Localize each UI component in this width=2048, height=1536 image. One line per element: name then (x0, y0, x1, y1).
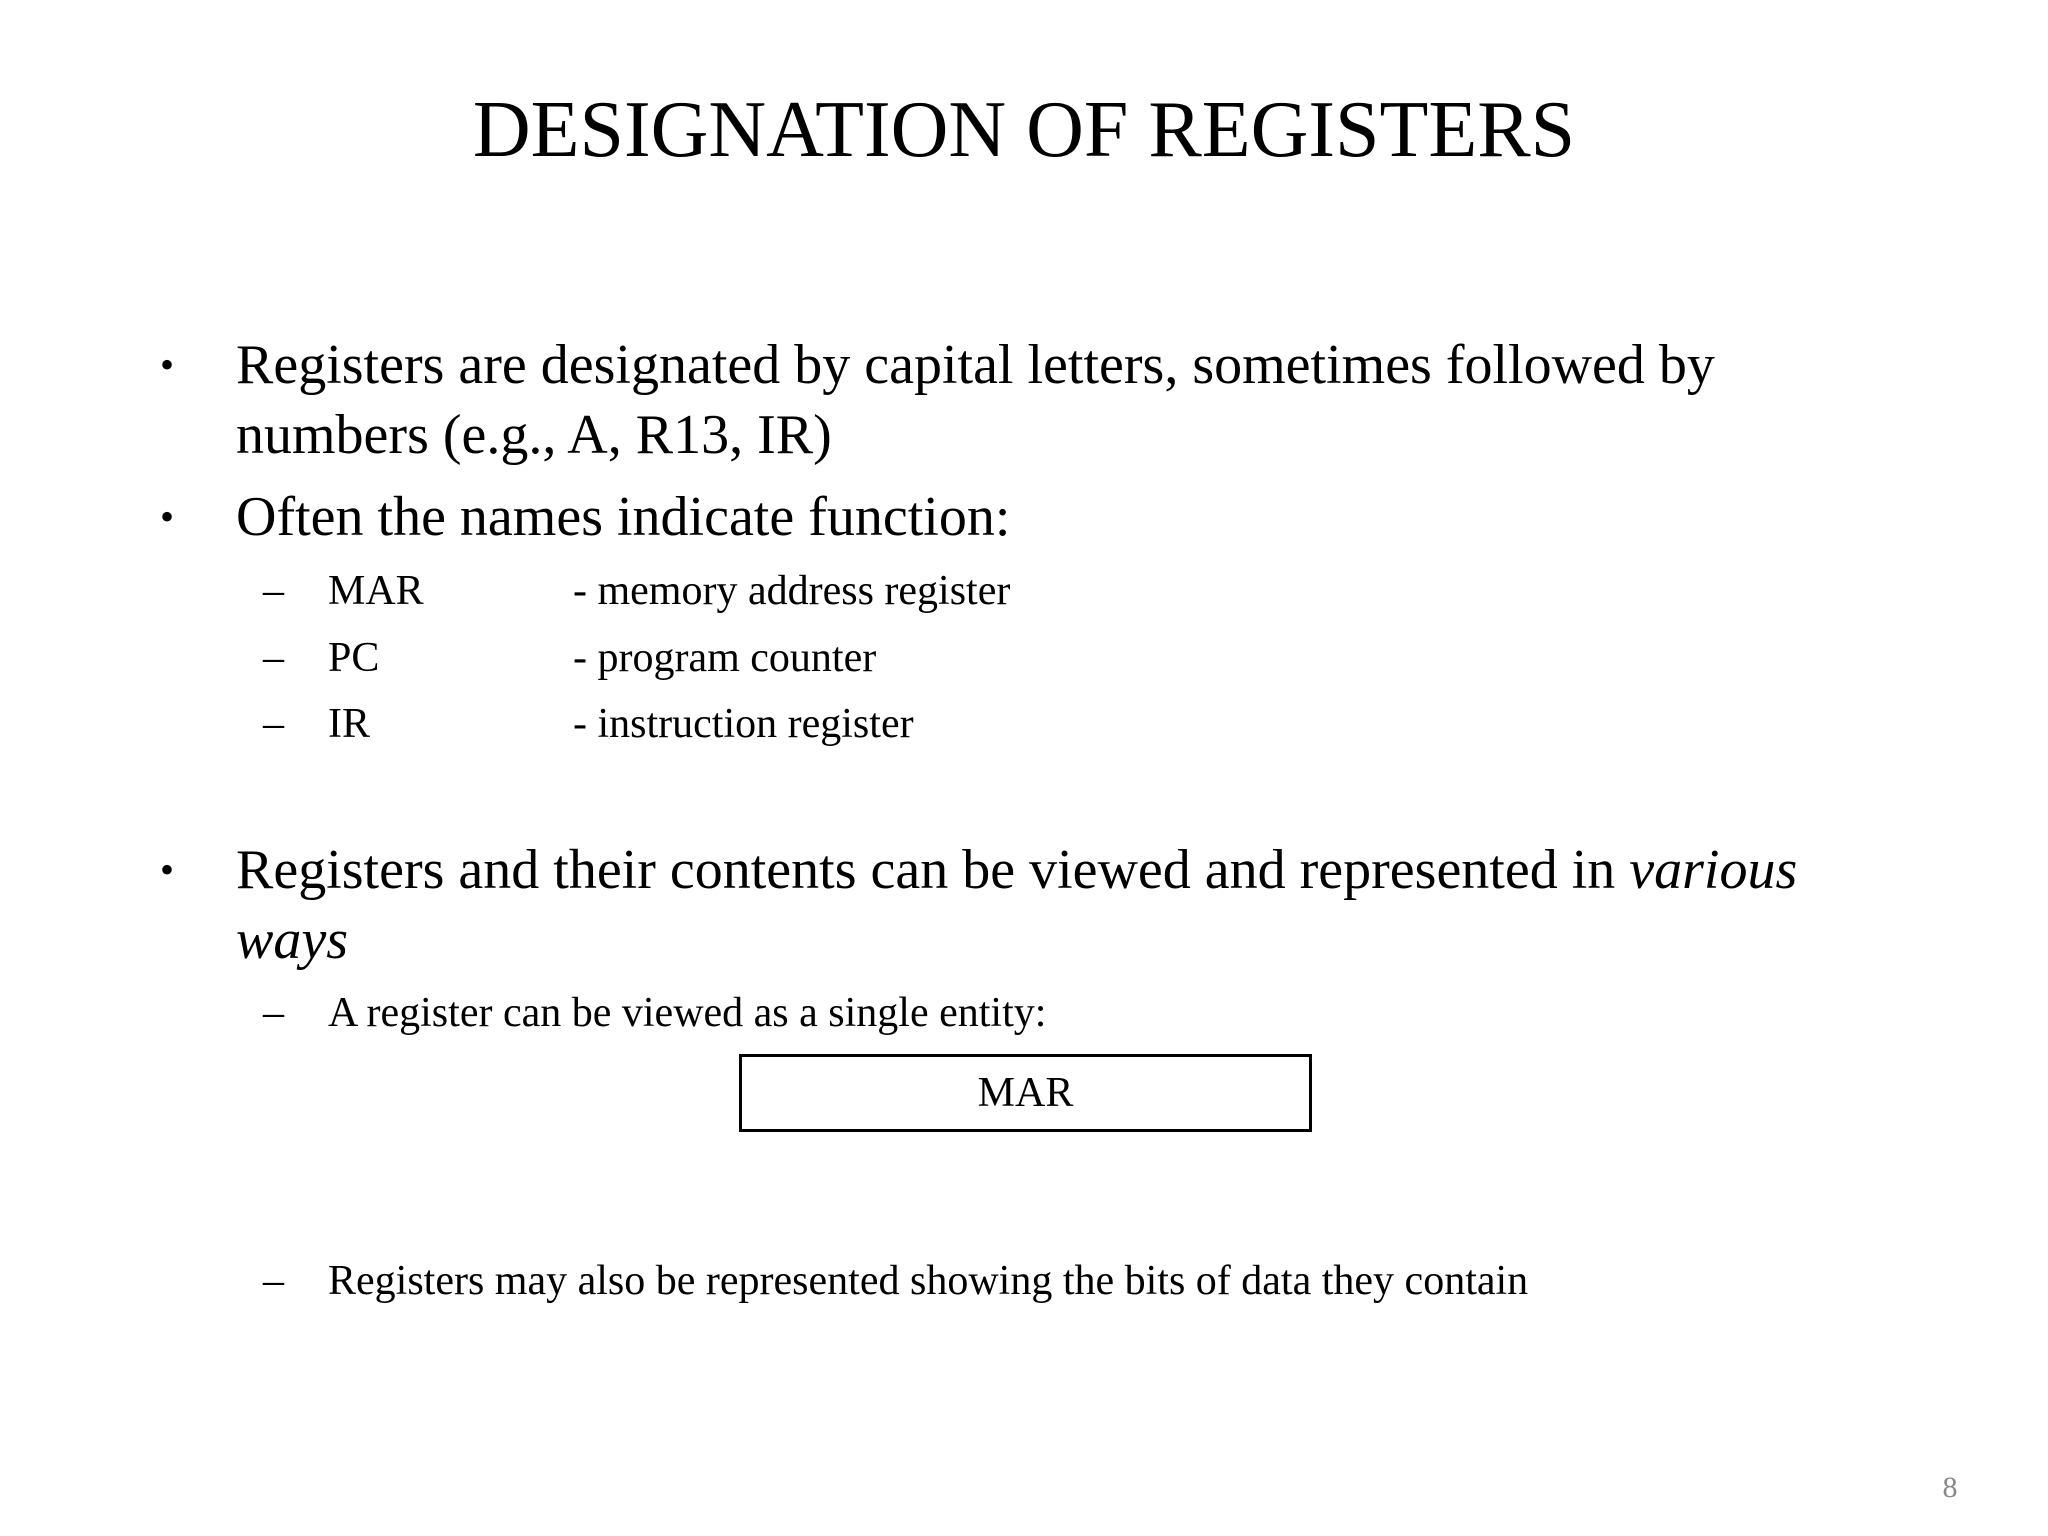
sub-bullet-marker: – (263, 568, 284, 614)
bullet-text (236, 835, 1856, 975)
sub-item-text: Registers may also be represented showing the bits of data they contain (328, 1258, 1529, 1304)
bullet-marker: • (160, 494, 175, 539)
bullet-marker: • (160, 342, 175, 387)
bullet-text-emphasis: various ways (236, 839, 1798, 971)
slide-title: DESIGNATION OF REGISTERS (472, 86, 1576, 174)
sub-bullet-marker: – (263, 990, 284, 1036)
sub-bullet-marker: – (263, 701, 284, 747)
register-term: MAR (328, 568, 424, 614)
sub-bullet-marker: – (263, 1258, 284, 1304)
register-description: - instruction register (573, 701, 914, 747)
bullet-text: Registers are designated by capital letters, sometimes followed by numbers (e.g., A, R13, IR) (236, 334, 1715, 466)
bullet-marker: • (160, 847, 175, 892)
register-description: - memory address register (573, 568, 1011, 614)
bullet-text: Often the names indicate function: (236, 486, 1011, 548)
bullet-text-plain: Registers and their contents can be viewed and represented in (236, 839, 1630, 901)
register-description: - program counter (573, 635, 877, 681)
register-box-diagram: MAR (739, 1054, 1312, 1132)
register-term: IR (328, 701, 370, 747)
sub-bullet-marker: – (263, 635, 284, 681)
page-number: 8 (1942, 1471, 1958, 1504)
register-term: PC (328, 635, 380, 681)
sub-item-text: A register can be viewed as a single entity: (328, 990, 1047, 1036)
